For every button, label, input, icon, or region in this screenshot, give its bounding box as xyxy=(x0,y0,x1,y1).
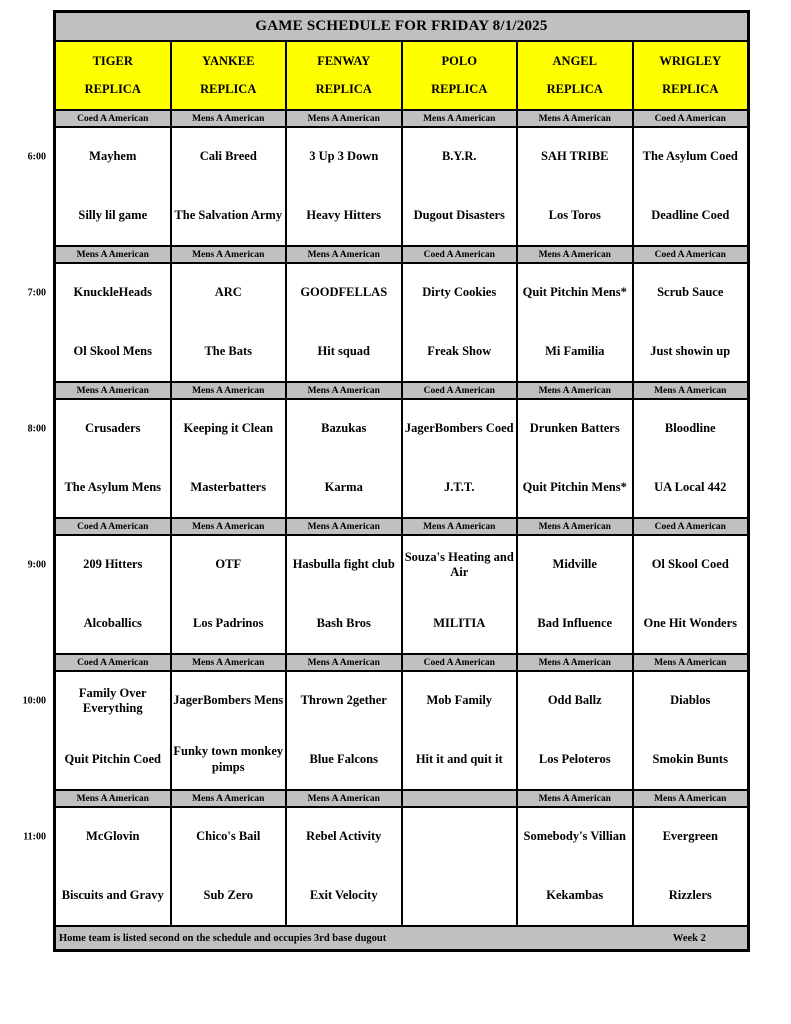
home-team: Los Padrinos xyxy=(192,615,264,630)
league-label: Mens A American xyxy=(172,655,286,670)
away-team: Midville xyxy=(552,557,597,572)
home-team: Bad Influence xyxy=(537,615,613,630)
league-label: Mens A American xyxy=(172,791,286,806)
league-label: Mens A American xyxy=(634,383,748,398)
home-team: Freak Show xyxy=(427,343,492,358)
home-team: Hit squad xyxy=(317,343,370,358)
field-sub: REPLICA xyxy=(84,82,141,96)
game-cell xyxy=(172,128,286,245)
field-name: FENWAY xyxy=(317,54,371,68)
game-cell xyxy=(634,128,748,245)
home-team: The Salvation Army xyxy=(174,207,283,222)
league-label: Mens A American xyxy=(518,791,632,806)
away-team: Somebody's Villian xyxy=(523,829,626,844)
away-team: Evergreen xyxy=(662,829,718,844)
game-cell xyxy=(287,536,401,653)
league-label: Mens A American xyxy=(287,791,401,806)
league-label: Mens A American xyxy=(518,111,632,126)
field-name: WRIGLEY xyxy=(659,54,722,68)
away-team: GOODFELLAS xyxy=(300,285,388,300)
home-team: Los Peloteros xyxy=(538,751,611,766)
game-cell xyxy=(403,672,517,789)
away-team: Scrub Sauce xyxy=(657,285,724,300)
game-cell xyxy=(287,400,401,517)
league-label: Mens A American xyxy=(287,247,401,262)
game-cell xyxy=(403,536,517,653)
league-label: Coed A American xyxy=(56,519,170,534)
footer-row xyxy=(56,927,747,949)
game-cell xyxy=(287,672,401,789)
league-label: Mens A American xyxy=(518,519,632,534)
game-cell xyxy=(634,264,748,381)
away-team: Drunken Batters xyxy=(529,421,620,436)
away-team: Bloodline xyxy=(664,421,716,436)
time-label: 10:00 xyxy=(22,695,46,707)
game-cell xyxy=(287,128,401,245)
game-cell xyxy=(403,400,517,517)
away-team: Diablos xyxy=(670,693,711,708)
game-cell xyxy=(403,264,517,381)
away-team: Quit Pitchin Mens* xyxy=(522,285,627,300)
league-label: Coed A American xyxy=(634,519,748,534)
away-team: Hasbulla fight club xyxy=(292,557,395,572)
away-team: Bazukas xyxy=(321,421,367,436)
home-team: Silly lil game xyxy=(78,207,148,222)
game-cell xyxy=(56,264,170,381)
home-team: The Asylum Mens xyxy=(64,479,162,494)
away-team: 209 Hitters xyxy=(83,557,143,572)
home-team: One Hit Wonders xyxy=(643,615,738,630)
field-sub: REPLICA xyxy=(546,82,603,96)
field-sub: REPLICA xyxy=(315,82,372,96)
away-team: Dirty Cookies xyxy=(422,285,497,300)
home-team: Biscuits and Gravy xyxy=(61,887,164,902)
game-cell xyxy=(403,128,517,245)
field-name: YANKEE xyxy=(202,54,255,68)
league-label: Mens A American xyxy=(172,519,286,534)
home-team: Blue Falcons xyxy=(309,751,378,766)
home-team: Rizzlers xyxy=(668,887,712,902)
away-team: Souza's Heating and Air xyxy=(404,549,514,580)
field-header-fenway xyxy=(287,42,401,109)
league-label: Coed A American xyxy=(634,247,748,262)
home-team: The Bats xyxy=(204,343,253,358)
league-label: Mens A American xyxy=(634,655,748,670)
home-team: Just showin up xyxy=(650,343,731,358)
game-cell xyxy=(56,128,170,245)
league-label: Coed A American xyxy=(403,655,517,670)
league-label: Mens A American xyxy=(56,383,170,398)
footer-week: Week 2 xyxy=(672,932,706,944)
game-cell xyxy=(172,400,286,517)
field-sub: REPLICA xyxy=(662,82,719,96)
field-header-tiger xyxy=(56,42,170,109)
away-team: OTF xyxy=(215,557,242,572)
away-team: Crusaders xyxy=(84,421,141,436)
schedule-table xyxy=(53,10,750,952)
time-label: 7:00 xyxy=(27,287,46,299)
league-label: Coed A American xyxy=(56,111,170,126)
field-header-yankee xyxy=(172,42,286,109)
home-team: Hit it and quit it xyxy=(415,751,503,766)
league-label: Mens A American xyxy=(518,247,632,262)
game-cell xyxy=(518,128,632,245)
time-label: 6:00 xyxy=(27,151,46,163)
game-cell xyxy=(634,400,748,517)
league-label: Mens A American xyxy=(56,247,170,262)
home-team: UA Local 442 xyxy=(654,479,727,494)
game-cell xyxy=(56,400,170,517)
home-team xyxy=(403,867,517,926)
game-cell xyxy=(518,808,632,925)
field-header-angel xyxy=(518,42,632,109)
schedule-title: GAME SCHEDULE FOR FRIDAY 8/1/2025 xyxy=(56,13,747,40)
game-cell xyxy=(287,264,401,381)
field-name: ANGEL xyxy=(552,54,597,68)
home-team: J.T.T. xyxy=(444,479,475,494)
away-team: Rebel Activity xyxy=(306,829,382,844)
league-label: Coed A American xyxy=(634,111,748,126)
league-label: Mens A American xyxy=(287,111,401,126)
league-label: Coed A American xyxy=(403,383,517,398)
field-header-polo xyxy=(403,42,517,109)
footer-note: Home team is listed second on the schedule and occupies 3rd base dugout xyxy=(59,932,387,944)
game-cell xyxy=(172,672,286,789)
away-team: ARC xyxy=(214,285,242,300)
away-team: JagerBombers Coed xyxy=(404,421,514,436)
away-team: Family Over Everything xyxy=(78,685,147,716)
game-cell xyxy=(518,264,632,381)
game-cell xyxy=(287,808,401,925)
away-team xyxy=(403,808,517,867)
league-label: Coed A American xyxy=(403,247,517,262)
away-team: Ol Skool Coed xyxy=(651,557,729,572)
away-team: Mayhem xyxy=(89,149,137,164)
away-team: The Asylum Coed xyxy=(642,149,738,164)
away-team: Thrown 2gether xyxy=(300,693,387,708)
home-team: Masterbatters xyxy=(190,479,267,494)
field-header-wrigley xyxy=(634,42,748,109)
home-team: Smokin Bunts xyxy=(652,751,728,766)
league-label xyxy=(403,791,517,806)
field-name: TIGER xyxy=(92,54,133,68)
game-cell xyxy=(518,536,632,653)
league-label: Mens A American xyxy=(287,383,401,398)
away-team: B.Y.R. xyxy=(441,149,477,164)
home-team: Ol Skool Mens xyxy=(73,343,152,358)
home-team: Karma xyxy=(324,479,363,494)
game-cell xyxy=(56,672,170,789)
away-team: SAH TRIBE xyxy=(540,149,609,164)
away-team: Chico's Bail xyxy=(196,829,261,844)
field-sub: REPLICA xyxy=(431,82,488,96)
away-team: JagerBombers Mens xyxy=(173,693,284,708)
field-name: POLO xyxy=(441,54,477,68)
away-team: 3 Up 3 Down xyxy=(309,149,379,164)
league-label: Mens A American xyxy=(518,383,632,398)
league-label: Mens A American xyxy=(172,111,286,126)
away-team: Odd Ballz xyxy=(547,693,602,708)
home-team: Sub Zero xyxy=(203,887,253,902)
home-team: MILITIA xyxy=(433,615,486,630)
away-team: Cali Breed xyxy=(199,149,257,164)
game-cell xyxy=(172,536,286,653)
home-team: Heavy Hitters xyxy=(306,207,382,222)
away-team: Mob Family xyxy=(426,693,493,708)
field-sub: REPLICA xyxy=(200,82,257,96)
league-label: Mens A American xyxy=(172,383,286,398)
league-label: Mens A American xyxy=(56,791,170,806)
league-label: Mens A American xyxy=(634,791,748,806)
league-label: Mens A American xyxy=(403,519,517,534)
game-cell xyxy=(172,808,286,925)
home-team: Quit Pitchin Mens* xyxy=(522,479,627,494)
home-team: Funky town monkey pimps xyxy=(173,744,284,774)
game-cell xyxy=(403,808,517,925)
game-cell xyxy=(634,808,748,925)
home-team: Bash Bros xyxy=(316,615,371,630)
away-team: KnuckleHeads xyxy=(73,285,152,300)
league-label: Mens A American xyxy=(287,519,401,534)
game-cell xyxy=(56,808,170,925)
time-label: 8:00 xyxy=(27,423,46,435)
away-team: Keeping it Clean xyxy=(183,421,274,436)
league-label: Coed A American xyxy=(56,655,170,670)
game-cell xyxy=(518,400,632,517)
away-team: McGlovin xyxy=(86,829,140,844)
game-cell xyxy=(634,672,748,789)
league-label: Mens A American xyxy=(287,655,401,670)
home-team: Deadline Coed xyxy=(651,207,730,222)
home-team: Mi Familia xyxy=(545,343,605,358)
league-label: Mens A American xyxy=(172,247,286,262)
game-cell xyxy=(172,264,286,381)
league-label: Mens A American xyxy=(518,655,632,670)
time-label: 9:00 xyxy=(27,559,46,571)
time-label: 11:00 xyxy=(23,831,46,843)
game-cell xyxy=(518,672,632,789)
home-team: Dugout Disasters xyxy=(413,207,505,222)
game-cell xyxy=(56,536,170,653)
game-cell xyxy=(634,536,748,653)
home-team: Los Toros xyxy=(548,207,601,222)
home-team: Alcoballics xyxy=(83,615,142,630)
home-team: Quit Pitchin Coed xyxy=(64,751,162,766)
home-team: Exit Velocity xyxy=(309,887,378,902)
league-label: Mens A American xyxy=(403,111,517,126)
home-team: Kekambas xyxy=(546,887,604,902)
